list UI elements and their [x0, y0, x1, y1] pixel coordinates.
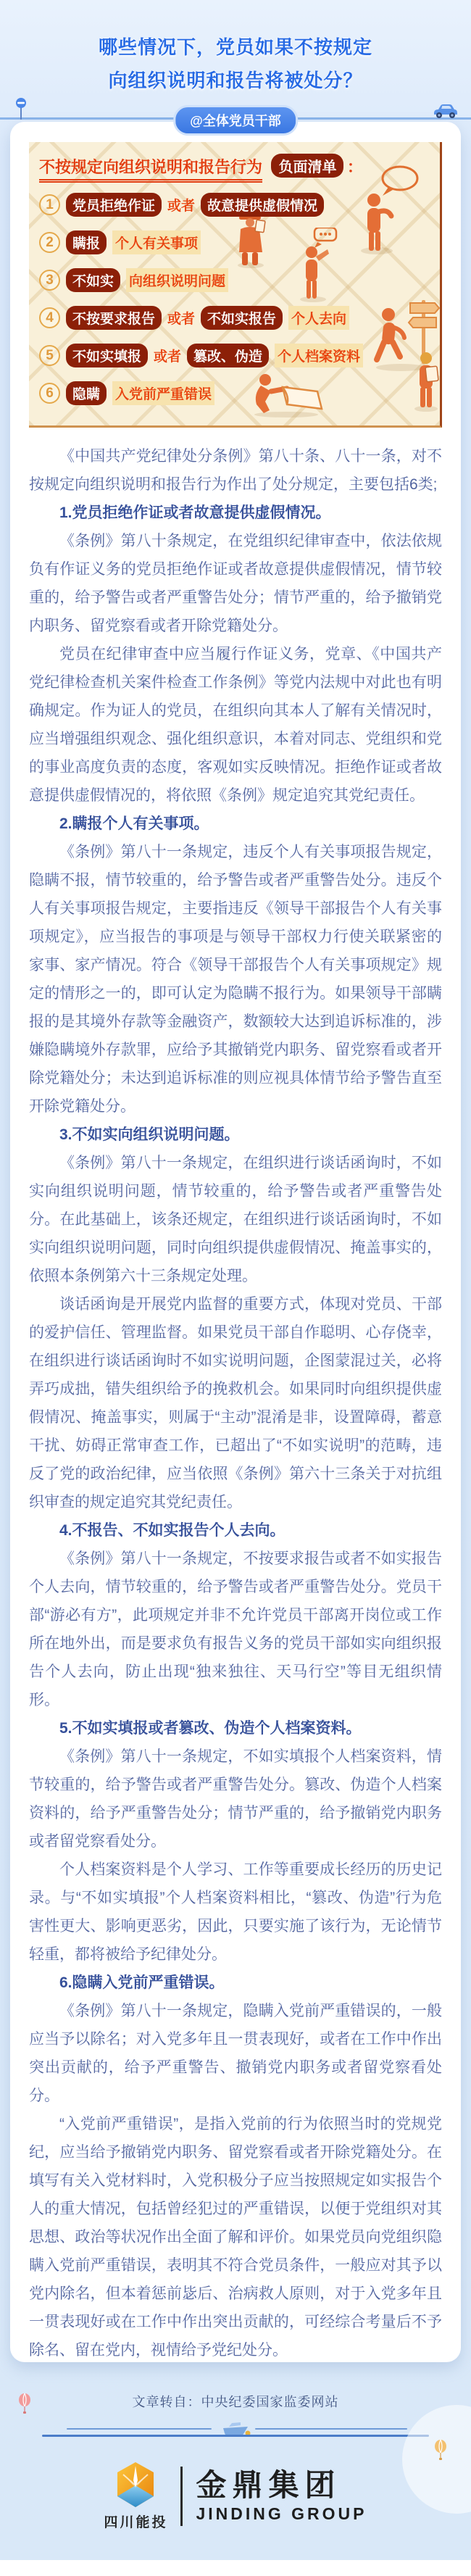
balloon-right-icon	[433, 2440, 448, 2461]
negative-item-2	[39, 228, 430, 257]
paragraph: 谈话函询是开展党内监督的重要方式，体现对党员、干部的爱护信任、管理监督。如果党员干部自作聪明、心存侥幸，在组织进行谈话函询时不如实说明问题，企图蒙混过关，必将弄巧成拙，错失组织给予的挽救机会。如果同时向组织提供虚假情况、掩盖事实，则属于“主动”混淆是非，设置障碍，蓄意干扰、妨碍正常审查工作，已超出了“不如实说明”的范畴，违反了党的政治纪律，应当依照《条例》第六十三条关于对抗组织审查的规定追究其党纪责任。	[29, 1296, 442, 1511]
paragraph: 《条例》第八十一条规定，不按要求报告或者不如实报告个人去向，情节较重的，给予警告或者严重警告处分。党员干部“游必有方”，此项规定并非不允许党员干部离开岗位或工作所在地外出，而是要求负有报告义务的党员干部如实向组织报告个人去向，防止出现“独来独往、天马行空”等目无组织情形。	[29, 1550, 442, 1708]
item-segment-badge: 隐瞒	[66, 381, 107, 405]
divider-line-main	[42, 2435, 429, 2437]
paragraph: 个人档案资料是个人学习、工作等重要成长经历的历史记录。与“不如实填报”个人档案资料相比，“篡改、伪造”行为危害性更大、影响更恶劣，因此，只要实施了该行为，无论情节轻重，都将被给予纪律处分。	[29, 1861, 442, 1963]
road-sign-icon	[14, 98, 30, 121]
section-heading: 3.不如实向组织说明问题。	[59, 1126, 240, 1143]
footer-divider	[0, 2418, 471, 2440]
car-icon	[432, 103, 459, 119]
company-logo	[0, 2461, 471, 2531]
item-segment-conn: 或者	[154, 349, 182, 365]
panel-title-colon: ：	[346, 158, 363, 176]
logo-mark-block	[104, 2461, 167, 2531]
item-number: 2	[39, 232, 60, 253]
item-segment-conn: 或者	[167, 199, 196, 214]
logo-wordmark	[196, 2468, 367, 2525]
section-heading: 5.不如实填报或者篡改、伪造个人档案资料。	[59, 1720, 362, 1737]
paragraph: 《条例》第八十一条规定，不如实填报个人档案资料，情节较重的，给予警告或者严重警告处分。篡改、伪造个人档案资料的，给予严重警告处分；情节严重的，给予撤销党内职务或者留党察看处分。	[29, 1748, 442, 1850]
page-title	[0, 30, 471, 97]
paragraph: 《中国共产党纪律处分条例》第八十条、八十一条，对不按规定向组织说明和报告行为作出了处分规定，主要包括6类;	[29, 448, 442, 493]
logo-company-name: 四川能投	[104, 2515, 168, 2530]
item-number: 3	[39, 270, 60, 291]
article-card	[10, 122, 461, 2362]
negative-item-1	[39, 191, 430, 219]
hexagon-logo-icon	[114, 2461, 157, 2508]
item-number: 5	[39, 345, 60, 366]
item-segment-hl: 个人档案资料	[275, 344, 363, 367]
panel-title	[39, 154, 430, 178]
item-segment-badge: 故意提供虚假情况	[201, 193, 324, 217]
section-heading: 4.不报告、不如实报告个人去向。	[59, 1522, 285, 1539]
logo-brand-chinese: 金鼎集团	[196, 2468, 341, 2502]
item-segment-badge: 不如实	[66, 268, 120, 292]
item-number: 6	[39, 383, 60, 404]
section-heading: 2.瞒报个人有关事项。	[59, 815, 209, 832]
item-segment-hl: 个人去向	[288, 306, 349, 330]
item-segment-hl: 个人有关事项	[112, 230, 201, 254]
item-segment-hl: 入党前严重错误	[112, 381, 214, 405]
divider-line-left	[67, 2428, 212, 2430]
item-segment-badge: 不如实报告	[201, 306, 283, 330]
item-segment-badge: 不按要求报告	[66, 306, 162, 330]
item-segment-badge: 党员拒绝作证	[66, 193, 162, 217]
item-number: 4	[39, 307, 60, 328]
section-heading: 6.隐瞒入党前严重错误。	[59, 1974, 225, 1991]
item-segment-badge: 不如实填报	[66, 344, 148, 367]
logo-divider-bar	[180, 2467, 183, 2526]
negative-item-3	[39, 266, 430, 294]
paragraph: 《条例》第八十条规定，在党组织纪律审查中，依法依规负有作证义务的党员拒绝作证或者故意提供虚假情况，情节较重的，给予警告或者严重警告处分；情节严重的，给予撤销党内职务、留党察看或者开除党籍处分。	[29, 533, 442, 634]
audience-badge: @全体党员干部	[173, 105, 298, 136]
item-segment-conn: 或者	[167, 312, 196, 327]
item-segment-badge: 篡改、伪造	[187, 344, 269, 367]
divider-line-right	[255, 2428, 407, 2430]
negative-list	[39, 191, 430, 407]
paragraph: 《条例》第八十一条规定，隐瞒入党前严重错误的，一般应当予以除名；对入党多年且一贯表现好，或者在工作中作出突出贡献的，给予严重警告、撤销党内职务或者留党察看处分。	[29, 2003, 442, 2104]
paragraph: 《条例》第八十一条规定，在组织进行谈话函询时，不如实向组织说明问题，情节较重的，给予警告或者严重警告处分。在此基础上，该条还规定，在组织进行谈话函询时，不如实向组织说明问题，同时向组织提供虚假情况、掩盖事实的，依照本条例第六十三条规定处理。	[29, 1155, 442, 1284]
negative-list-panel	[29, 142, 442, 428]
balloon-left-icon	[17, 2393, 32, 2415]
paragraph: “入党前严重错误”，是指入党前的行为依照当时的党规党纪，应当给予撤销党内职务、留党察看或者开除党籍处分。在填写有关入党材料时，入党积极分子应当按照规定如实报告个人的重大情况，包括曾经犯过的严重错误，以便于党组织对其思想、政治等状况作出全面了解和评价。如果党员向党组织隐瞒入党前严重错误，表明其不符合党员条件，一般应对其予以党内除名，但本着惩前毖后、治病救人原则，对于入党多年且一贯表现好或在工作中作出突出贡献的，可经综合考量后不予除名、留在党内，视情给予党纪处分。	[29, 2116, 442, 2359]
negative-item-4	[39, 304, 430, 332]
panel-title-badge: 负面清单	[271, 154, 343, 178]
item-segment-hl: 向组织说明问题	[126, 268, 228, 292]
panel-title-text: 不按规定向组织说明和报告行为	[39, 158, 262, 183]
paragraph: 《条例》第八十一条规定，违反个人有关事项报告规定，隐瞒不报，情节较重的，给予警告或者严重警告处分。违反个人有关事项报告规定，主要指违反《领导干部报告个人有关事项规定》，应当报告的事项是与领导干部权力行使关联紧密的家事、家产情况。符合《领导干部报告个人有关事项规定》规定的情形之一的，即可认定为隐瞒不报行为。如果领导干部瞒报的是其境外存款等金融资产，数额较大达到追诉标准的，涉嫌隐瞒境外存款罪，应给予其撤销党内职务、留党察看或者开除党籍处分；未达到追诉标准的则应视具体情节给予警告直至开除党籍处分。	[29, 844, 442, 1115]
article-body	[10, 428, 461, 2362]
item-segment-badge: 瞒报	[66, 230, 107, 254]
item-number: 1	[39, 194, 60, 215]
negative-item-6	[39, 379, 430, 407]
page-title-line1: 哪些情况下，党员如果不按规定	[98, 36, 372, 58]
page-title-line2: 向组织说明和报告将被处分？	[108, 70, 363, 91]
section-heading: 1.党员拒绝作证或者故意提供虚假情况。	[59, 504, 331, 521]
paragraph: 党员在纪律审查中应当履行作证义务，党章、《中国共产党纪律检查机关案件检查工作条例》等党内法规中对此也有明确规定。作为证人的党员，在组织向其本人了解有关情况时，应当增强组织观念、强化组织意识，本着对同志、党组织和党的事业高度负责的态度，客观如实反映情况。拒绝作证或者故意提供虚假情况的，将依照《条例》规定追究其党纪责任。	[29, 646, 442, 804]
bottom-white-strip	[0, 2560, 471, 2576]
logo-brand-english: JINDING GROUP	[196, 2504, 367, 2523]
negative-item-5	[39, 341, 430, 370]
source-attribution: 文章转自：中央纪委国家监委网站	[132, 2395, 339, 2409]
